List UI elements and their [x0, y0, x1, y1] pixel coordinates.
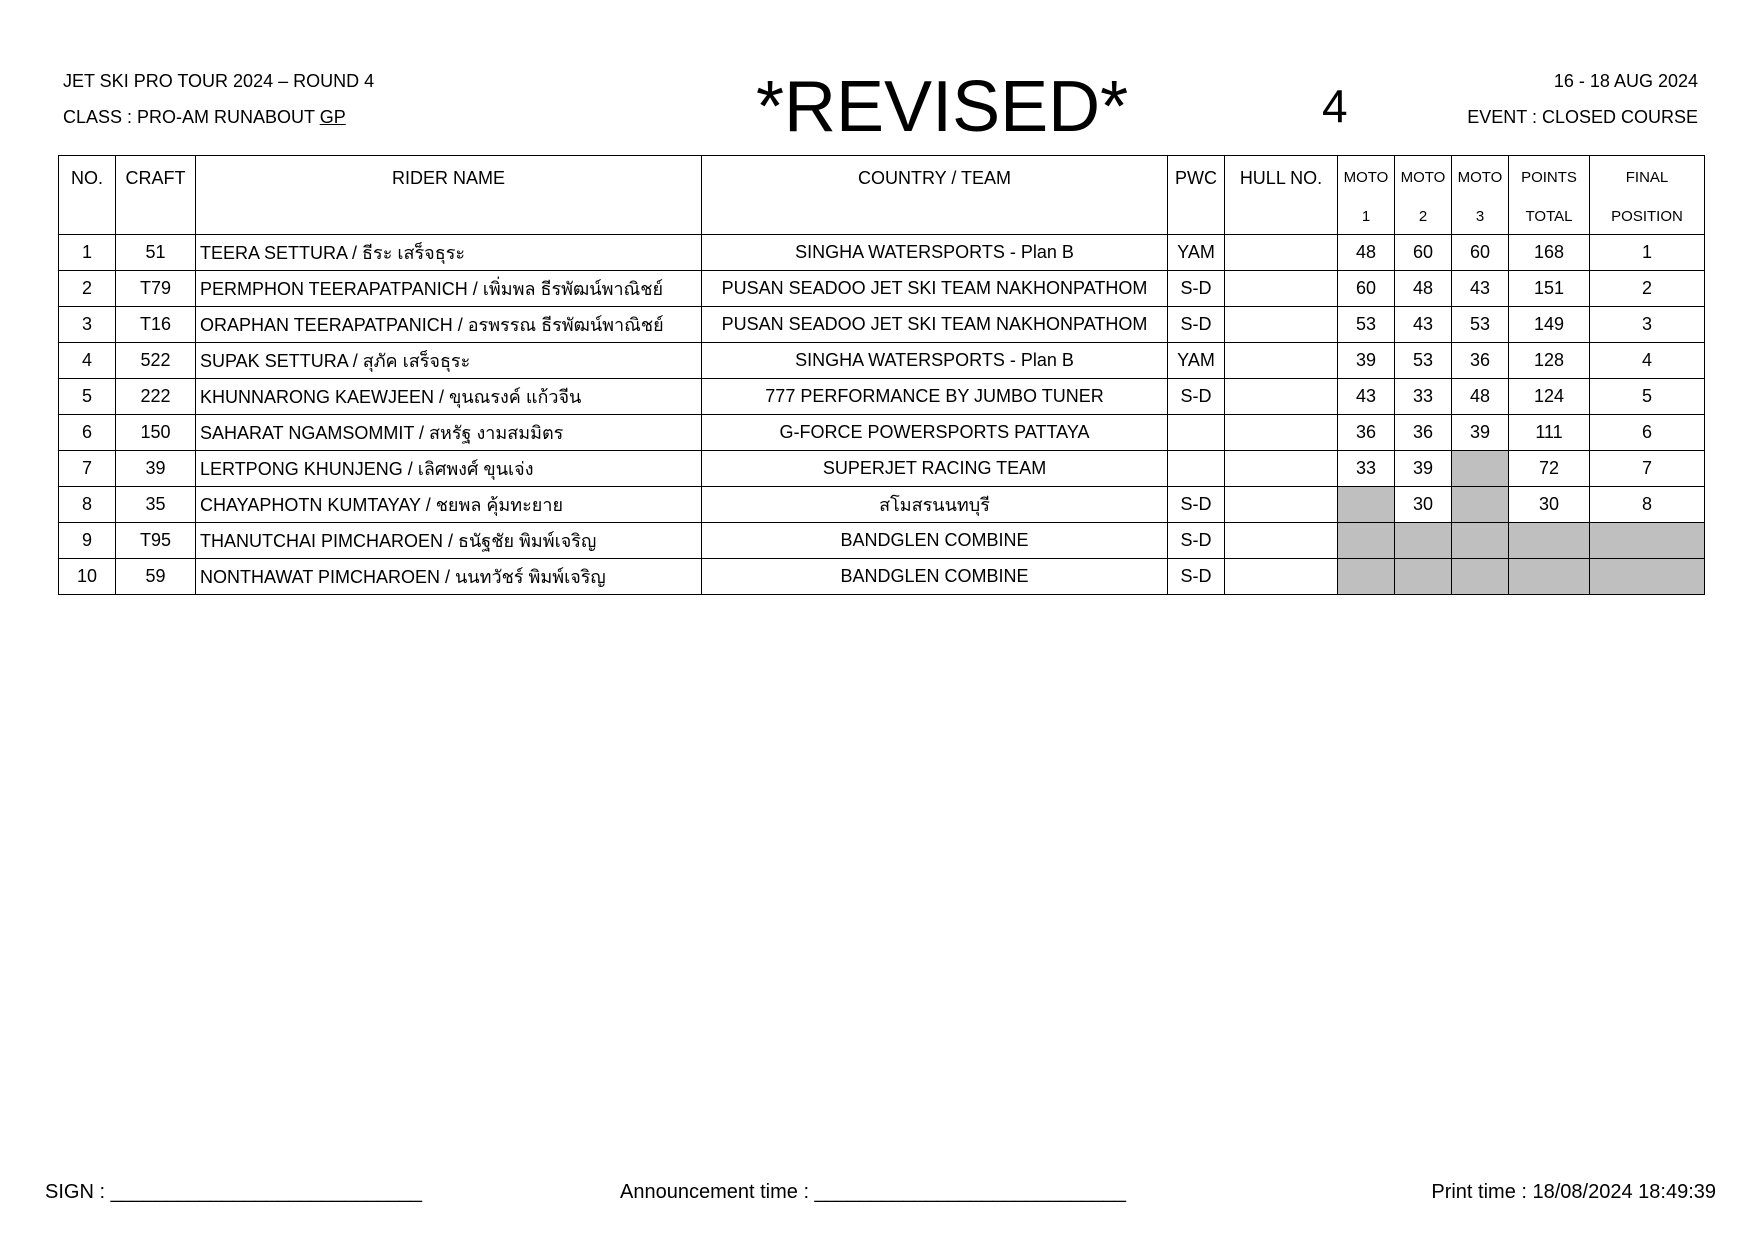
cell-m3	[1452, 559, 1509, 595]
cell-final: 2	[1590, 271, 1705, 307]
cell-rider: KHUNNARONG KAEWJEEN / ขุนณรงค์ แก้วจีน	[196, 379, 702, 415]
col-craft: CRAFT	[116, 156, 196, 235]
col-final: FINAL POSITION	[1590, 156, 1705, 235]
cell-rider: LERTPONG KHUNJENG / เลิศพงศ์ ขุนเจ่ง	[196, 451, 702, 487]
cell-m2: 43	[1395, 307, 1452, 343]
cell-team: SUPERJET RACING TEAM	[702, 451, 1168, 487]
cell-final: 5	[1590, 379, 1705, 415]
cell-total: 168	[1509, 235, 1590, 271]
table-row	[59, 307, 1705, 343]
cell-m3: 53	[1452, 307, 1509, 343]
class-gp: GP	[319, 107, 346, 127]
cell-rider: TEERA SETTURA / ธีระ เสร็จธุระ	[196, 235, 702, 271]
cell-m2: 30	[1395, 487, 1452, 523]
cell-total: 151	[1509, 271, 1590, 307]
col-hull: HULL NO.	[1225, 156, 1338, 235]
cell-final: 7	[1590, 451, 1705, 487]
table-row	[59, 559, 1705, 595]
cell-hull	[1225, 559, 1338, 595]
cell-m2: 53	[1395, 343, 1452, 379]
cell-final	[1590, 559, 1705, 595]
cell-no: 4	[59, 343, 116, 379]
cell-m3: 39	[1452, 415, 1509, 451]
class-prefix: CLASS : PRO-AM RUNABOUT	[63, 107, 320, 127]
cell-m3: 36	[1452, 343, 1509, 379]
table-row	[59, 523, 1705, 559]
cell-team: SINGHA WATERSPORTS - Plan B	[702, 343, 1168, 379]
cell-team: BANDGLEN COMBINE	[702, 523, 1168, 559]
cell-hull	[1225, 379, 1338, 415]
sign-line: SIGN : ____________________________	[45, 1181, 423, 1203]
cell-rider: NONTHAWAT PIMCHAROEN / นนทวัชร์ พิมพ์เจริญ	[196, 559, 702, 595]
print-time: Print time : 18/08/2024 18:49:39	[1431, 1181, 1716, 1203]
cell-hull	[1225, 271, 1338, 307]
page-number: 4	[1322, 80, 1348, 132]
table-row	[59, 271, 1705, 307]
cell-final: 1	[1590, 235, 1705, 271]
cell-pwc: S-D	[1168, 271, 1225, 307]
cell-total	[1509, 559, 1590, 595]
col-moto3: MOTO 3	[1452, 156, 1509, 235]
cell-rider: CHAYAPHOTN KUMTAYAY / ชยพล คุ้มทะยาย	[196, 487, 702, 523]
event-title: JET SKI PRO TOUR 2024 – ROUND 4	[63, 71, 375, 91]
cell-m3: 43	[1452, 271, 1509, 307]
col-points: POINTS TOTAL	[1509, 156, 1590, 235]
cell-team: SINGHA WATERSPORTS - Plan B	[702, 235, 1168, 271]
cell-m1: 33	[1338, 451, 1395, 487]
cell-pwc: S-D	[1168, 379, 1225, 415]
table-row	[59, 343, 1705, 379]
cell-m2: 60	[1395, 235, 1452, 271]
cell-craft: 222	[116, 379, 196, 415]
cell-team: PUSAN SEADOO JET SKI TEAM NAKHONPATHOM	[702, 307, 1168, 343]
cell-no: 6	[59, 415, 116, 451]
cell-craft: 35	[116, 487, 196, 523]
cell-hull	[1225, 415, 1338, 451]
col-rider: RIDER NAME	[196, 156, 702, 235]
cell-craft: 150	[116, 415, 196, 451]
cell-pwc: S-D	[1168, 307, 1225, 343]
cell-m2	[1395, 523, 1452, 559]
cell-craft: 522	[116, 343, 196, 379]
cell-rider: SUPAK SETTURA / สุภัค เสร็จธุระ	[196, 343, 702, 379]
cell-craft: T79	[116, 271, 196, 307]
cell-m2	[1395, 559, 1452, 595]
cell-pwc: YAM	[1168, 235, 1225, 271]
cell-total: 72	[1509, 451, 1590, 487]
cell-final	[1590, 523, 1705, 559]
cell-m1	[1338, 487, 1395, 523]
cell-final: 8	[1590, 487, 1705, 523]
cell-rider: THANUTCHAI PIMCHAROEN / ธนัฐชัย พิมพ์เจริญ	[196, 523, 702, 559]
cell-final: 3	[1590, 307, 1705, 343]
cell-final: 4	[1590, 343, 1705, 379]
col-moto2: MOTO 2	[1395, 156, 1452, 235]
cell-no: 9	[59, 523, 116, 559]
cell-m3	[1452, 451, 1509, 487]
cell-m3	[1452, 523, 1509, 559]
cell-no: 3	[59, 307, 116, 343]
cell-no: 8	[59, 487, 116, 523]
cell-craft: T95	[116, 523, 196, 559]
cell-pwc: S-D	[1168, 559, 1225, 595]
table-row	[59, 451, 1705, 487]
cell-hull	[1225, 307, 1338, 343]
cell-total: 149	[1509, 307, 1590, 343]
cell-craft: 51	[116, 235, 196, 271]
cell-m1: 43	[1338, 379, 1395, 415]
cell-m3: 48	[1452, 379, 1509, 415]
cell-hull	[1225, 343, 1338, 379]
cell-team: PUSAN SEADOO JET SKI TEAM NAKHONPATHOM	[702, 271, 1168, 307]
cell-rider: SAHARAT NGAMSOMMIT / สหรัฐ งามสมมิตร	[196, 415, 702, 451]
col-moto1: MOTO 1	[1338, 156, 1395, 235]
cell-total	[1509, 523, 1590, 559]
announcement-time: Announcement time : ____________________________	[620, 1181, 1126, 1203]
cell-no: 10	[59, 559, 116, 595]
cell-no: 5	[59, 379, 116, 415]
cell-hull	[1225, 235, 1338, 271]
cell-m1: 36	[1338, 415, 1395, 451]
cell-total: 128	[1509, 343, 1590, 379]
cell-m2: 39	[1395, 451, 1452, 487]
table-row	[59, 235, 1705, 271]
cell-m1	[1338, 559, 1395, 595]
cell-total: 30	[1509, 487, 1590, 523]
cell-rider: PERMPHON TEERAPATPANICH / เพิ่มพล ธีรพัฒน์พาณิชย์	[196, 271, 702, 307]
cell-m2: 33	[1395, 379, 1452, 415]
class-line	[63, 107, 346, 128]
cell-craft: T16	[116, 307, 196, 343]
cell-team: G-FORCE POWERSPORTS PATTAYA	[702, 415, 1168, 451]
cell-total: 111	[1509, 415, 1590, 451]
cell-craft: 59	[116, 559, 196, 595]
cell-no: 1	[59, 235, 116, 271]
cell-hull	[1225, 451, 1338, 487]
cell-no: 7	[59, 451, 116, 487]
cell-m1: 48	[1338, 235, 1395, 271]
cell-m1: 53	[1338, 307, 1395, 343]
revised-title: *REVISED*	[756, 67, 1129, 147]
cell-team: สโมสรนนทบุรี	[702, 487, 1168, 523]
table-row	[59, 415, 1705, 451]
cell-pwc	[1168, 451, 1225, 487]
cell-pwc: S-D	[1168, 487, 1225, 523]
event-dates: 16 - 18 AUG 2024	[1553, 71, 1698, 91]
col-no: NO.	[59, 156, 116, 235]
cell-final: 6	[1590, 415, 1705, 451]
cell-craft: 39	[116, 451, 196, 487]
table-row	[59, 379, 1705, 415]
cell-hull	[1225, 487, 1338, 523]
cell-m2: 36	[1395, 415, 1452, 451]
cell-pwc: YAM	[1168, 343, 1225, 379]
cell-no: 2	[59, 271, 116, 307]
cell-m2: 48	[1395, 271, 1452, 307]
cell-total: 124	[1509, 379, 1590, 415]
cell-m1: 60	[1338, 271, 1395, 307]
col-team: COUNTRY / TEAM	[702, 156, 1168, 235]
cell-pwc	[1168, 415, 1225, 451]
cell-m1: 39	[1338, 343, 1395, 379]
cell-rider: ORAPHAN TEERAPATPANICH / อรพรรณ ธีรพัฒน์พาณิชย์	[196, 307, 702, 343]
header-row	[59, 156, 1705, 235]
results-table	[58, 155, 1705, 595]
table-row	[59, 487, 1705, 523]
cell-team: BANDGLEN COMBINE	[702, 559, 1168, 595]
col-pwc: PWC	[1168, 156, 1225, 235]
cell-m3	[1452, 487, 1509, 523]
cell-m1	[1338, 523, 1395, 559]
cell-team: 777 PERFORMANCE BY JUMBO TUNER	[702, 379, 1168, 415]
cell-m3: 60	[1452, 235, 1509, 271]
event-type: EVENT : CLOSED COURSE	[1467, 107, 1698, 127]
cell-hull	[1225, 523, 1338, 559]
cell-pwc: S-D	[1168, 523, 1225, 559]
